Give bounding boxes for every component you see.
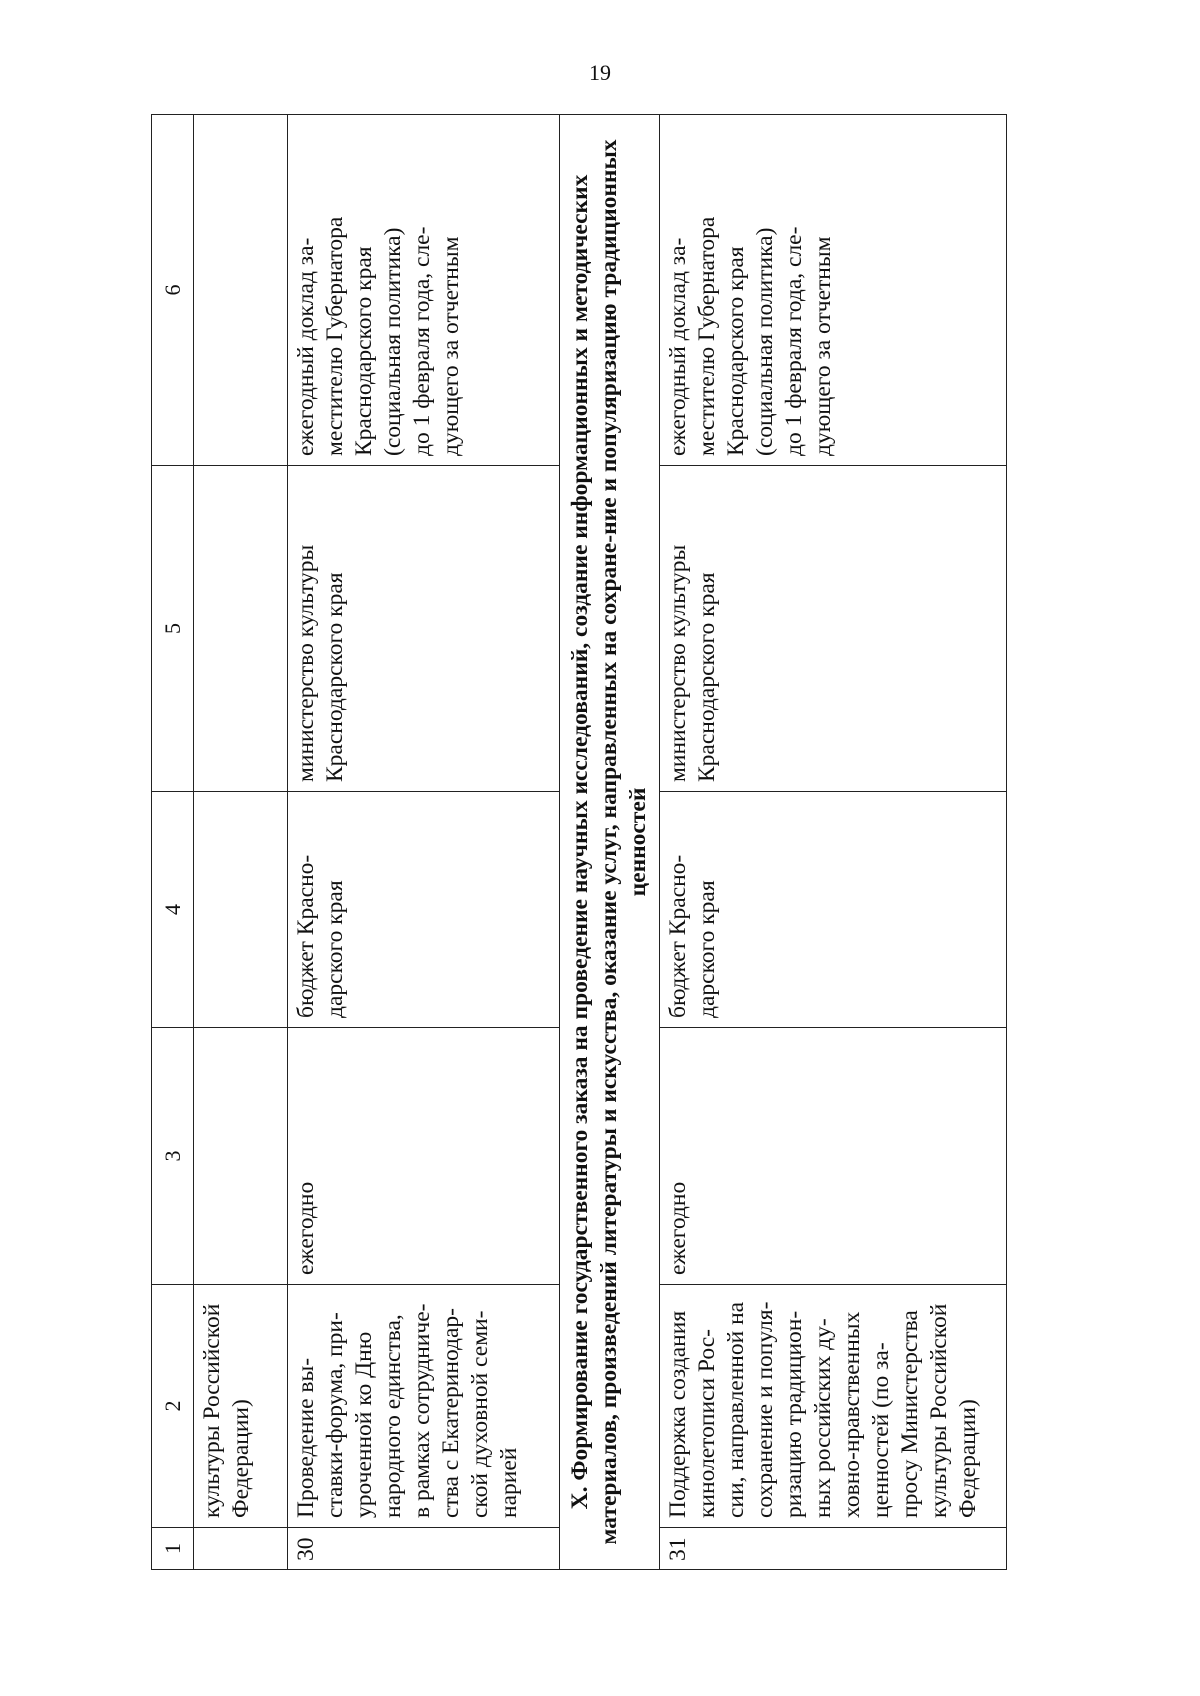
- page-number: 19: [589, 60, 611, 85]
- row31-num: 31: [660, 1528, 1007, 1570]
- row30-event: Проведение вы- ставки-форума, при- уроченной ко Дню народного единства, в рамках сотрудниче- ства с Екатеринодар- ской духовной семи- нарией: [288, 1285, 560, 1528]
- cont-period: [194, 1028, 288, 1285]
- header-col-2: 2: [152, 1285, 194, 1528]
- cont-executor: [194, 466, 288, 792]
- cont-source: [194, 792, 288, 1028]
- header-col-3: 3: [152, 1028, 194, 1285]
- header-col-1: 1: [152, 1528, 194, 1570]
- row30-source: бюджет Красно- дарского края: [288, 792, 560, 1028]
- header-col-4: 4: [152, 792, 194, 1028]
- cont-event: культуры Российской Федерации): [194, 1285, 288, 1528]
- table-row: [288, 115, 560, 1570]
- cont-report: [194, 115, 288, 466]
- rotated-table-wrapper: [151, 115, 1156, 1570]
- header-col-5: 5: [152, 466, 194, 792]
- row31-period: ежегодно: [660, 1028, 1007, 1285]
- row31-source: бюджет Красно- дарского края: [660, 792, 1007, 1028]
- cont-num: [194, 1528, 288, 1570]
- section-x-title: X. Формирование государственного заказа на проведение научных исследований, создание информационных и методических материалов, произведений литературы и искусства, оказание услуг, направленных на сохране-ние и популяризацию традиционных ценностей: [560, 115, 660, 1570]
- table-header-row: [152, 115, 194, 1570]
- row30-period: ежегодно: [288, 1028, 560, 1285]
- row30-executor: министерство культуры Краснодарского края: [288, 466, 560, 792]
- row30-report: ежегодный доклад за- местителю Губернатора Краснодарского края (социальная политика) до 1 февраля года, сле- дующего за отчетным: [288, 115, 560, 466]
- table-row: [194, 115, 288, 1570]
- header-col-6: 6: [152, 115, 194, 466]
- row31-event: Поддержка создания кинолетописи Рос- сии, направленной на сохранение и популя- ризацию традицион- ных российских ду- ховно-нравственных ценностей (по за- просу Министерства культуры Российской Федерации): [660, 1285, 1007, 1528]
- plan-table: [151, 114, 1007, 1570]
- row30-num: 30: [288, 1528, 560, 1570]
- row31-report: ежегодный доклад за- местителю Губернатора Краснодарского края (социальная политика) до 1 февраля года, сле- дующего за отчетным: [660, 115, 1007, 466]
- table-row: [660, 115, 1007, 1570]
- row31-executor: министерство культуры Краснодарского края: [660, 466, 1007, 792]
- section-x-row: [560, 115, 660, 1570]
